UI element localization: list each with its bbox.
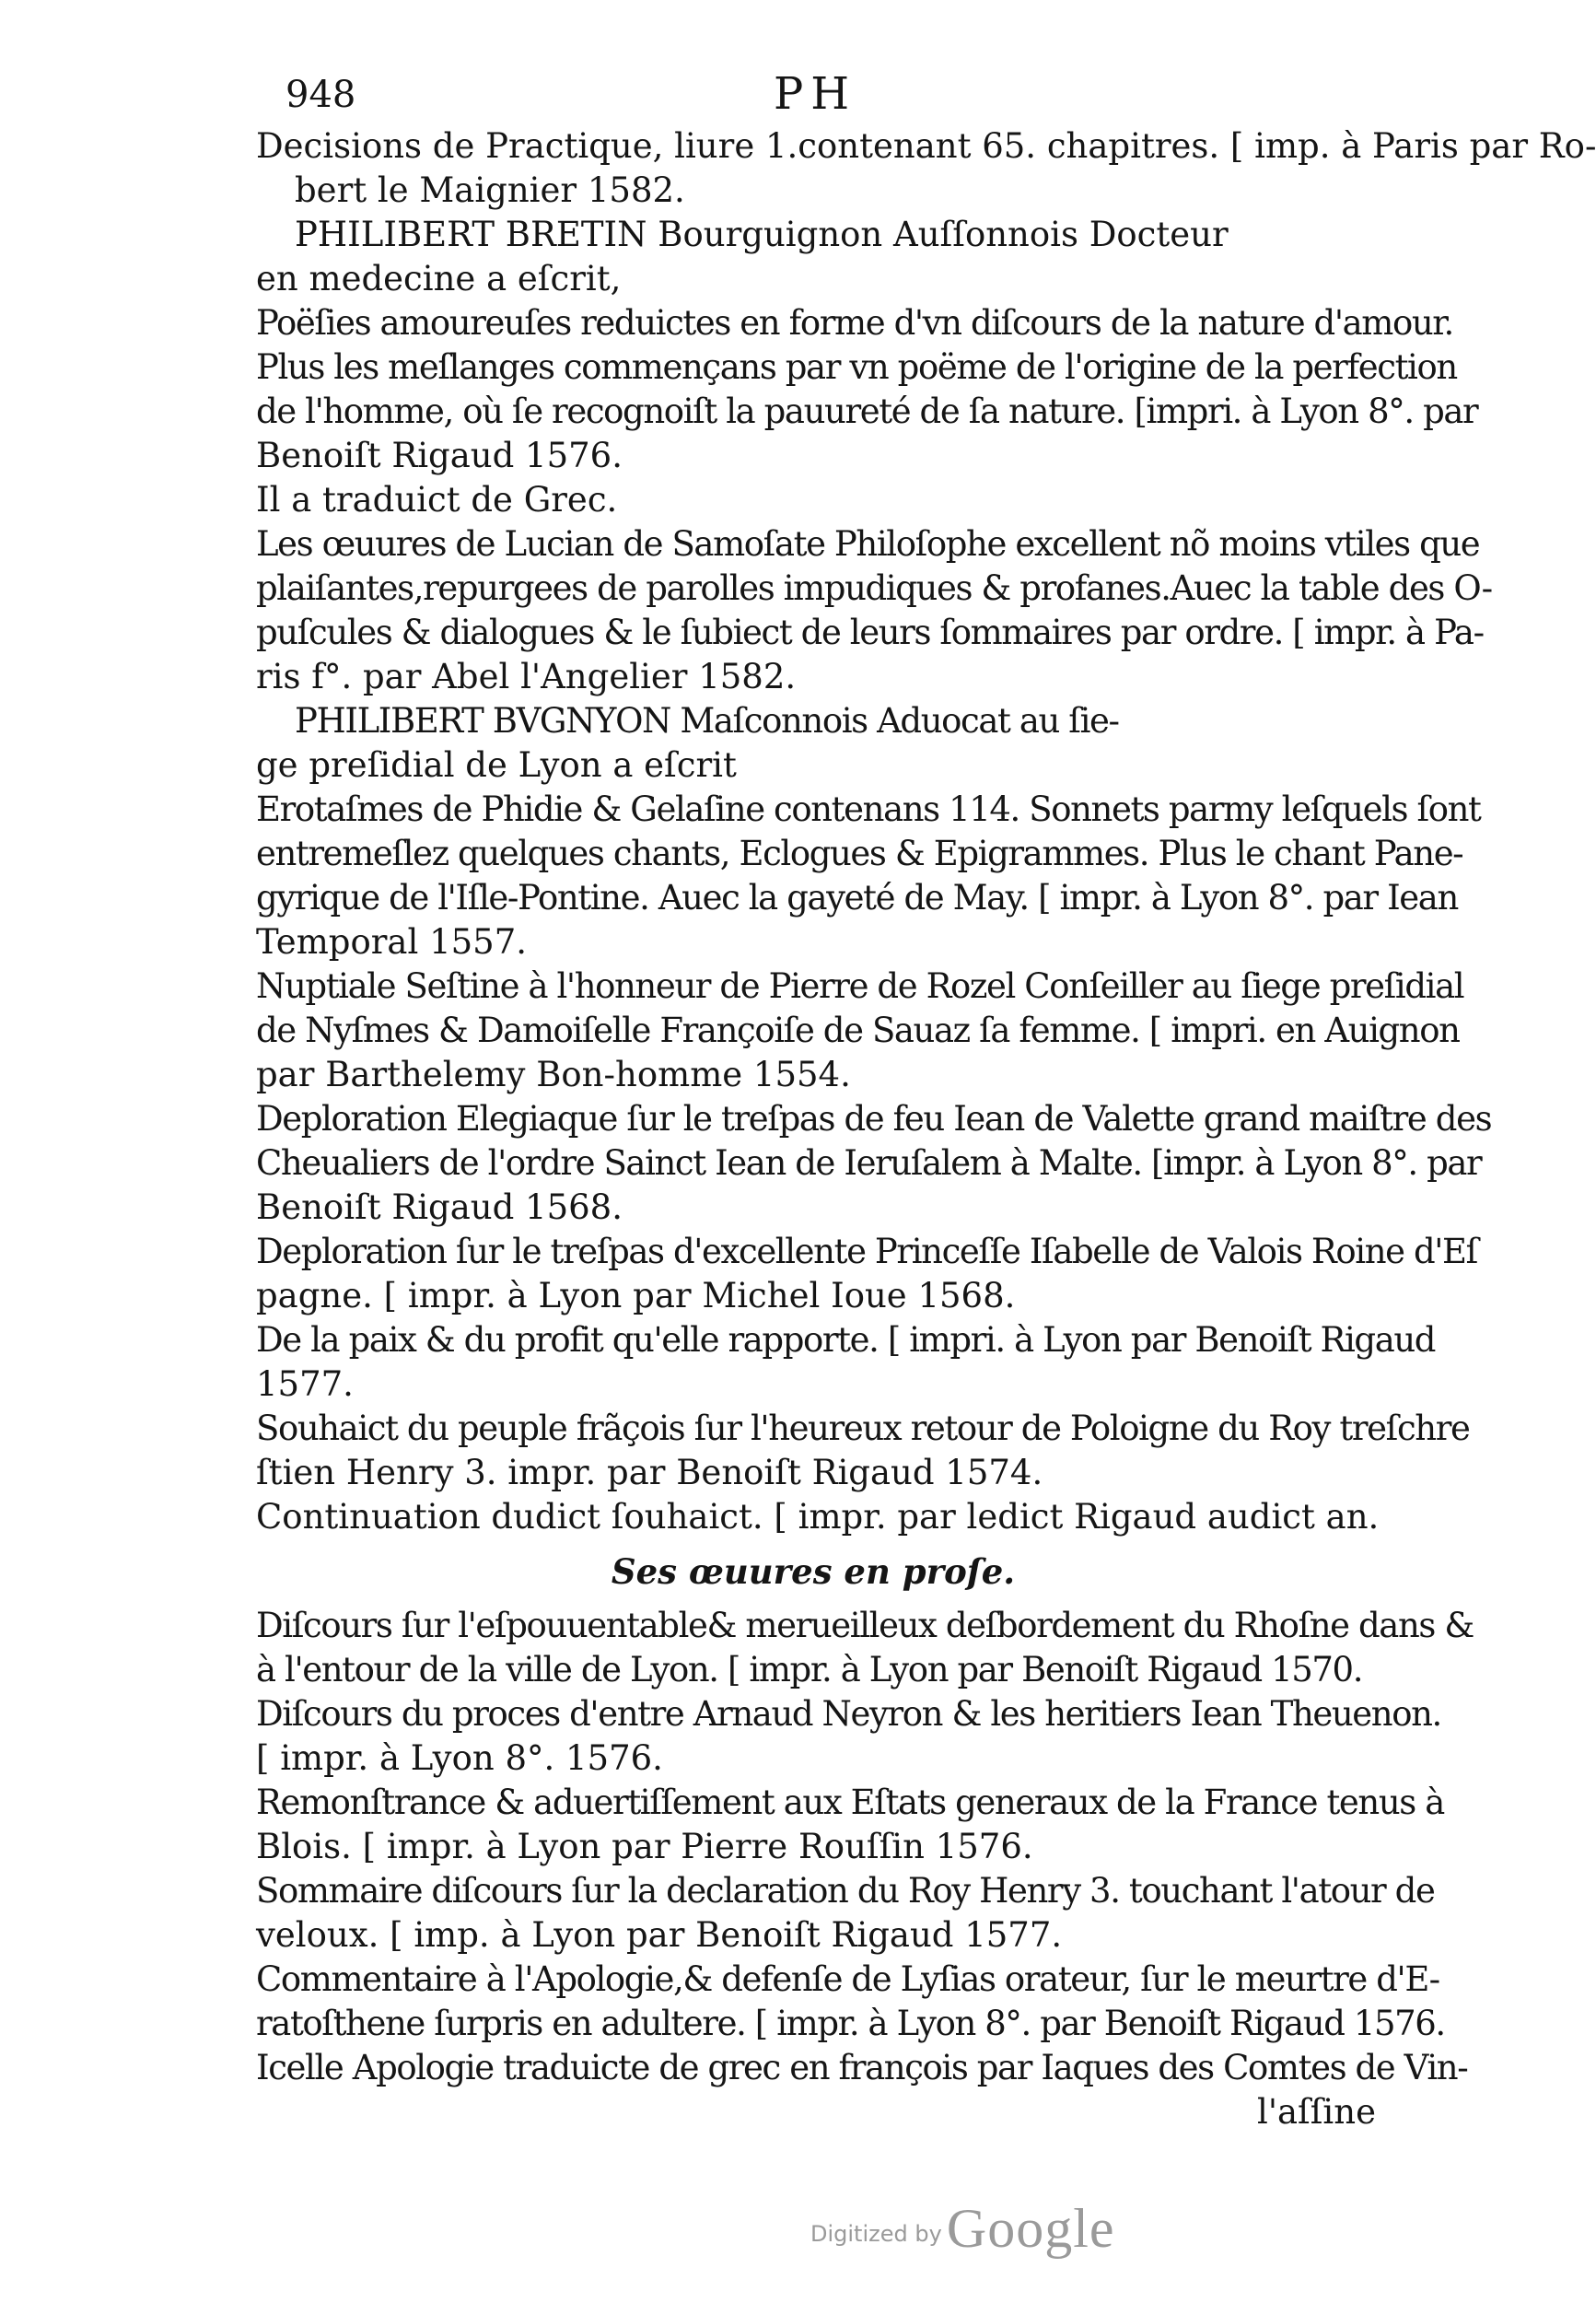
google-logo: Google	[946, 2198, 1115, 2259]
text-line: Remonſtrance & aduertiſſement aux Eſtats generaux de la France tenus à	[256, 1783, 1444, 1822]
text-line: Nuptiale Seſtine à l'honneur de Pierre de Rozel Conſeiller au ſiege preſidial	[256, 966, 1464, 1006]
text-line: ris f°. par Abel l'Angelier 1582.	[256, 657, 797, 696]
text-line: Icelle Apologie traduicte de grec en françois par Iaques des Comtes de Vin-	[256, 2048, 1468, 2087]
page-body	[256, 124, 1596, 2134]
text-line: Erotaſmes de Phidie & Gelaſine contenans 114. Sonnets parmy leſquels ſont	[256, 789, 1481, 829]
text-line: De la paix & du profit qu'elle rapporte. [ impri. à Lyon par Benoiſt Rigaud	[256, 1320, 1436, 1360]
text-line: ratoſthene ſurpris en adultere. [ impr. à Lyon 8°. par Benoiſt Rigaud 1576.	[256, 2004, 1445, 2043]
text-line: Commentaire à l'Apologie,& defenſe de Lyſias orateur, ſur le meurtre d'E-	[256, 1959, 1439, 1999]
text-line: puſcules & dialogues & le ſubiect de leurs ſommaires par ordre. [ impr. à Pa-	[256, 613, 1484, 652]
text-line: de l'homme, où ſe recognoiſt la pauureté de ſa nature. [impri. à Lyon 8°. par	[256, 392, 1478, 431]
text-line: ſtien Henry 3. impr. par Benoiſt Rigaud 1574.	[256, 1453, 1043, 1492]
author-heading: PHILIBERT BRETIN Bourguignon Auſſonnois Docteur	[295, 215, 1229, 254]
text-line: gyrique de l'Iſle-Pontine. Auec la gayeté de May. [ impr. à Lyon 8°. par Iean	[256, 878, 1458, 918]
text-line: Diſcours ſur l'eſpouuentable& merueilleux deſbordement du Rhoſne dans &	[256, 1606, 1474, 1645]
digitized-by-label: Digitized by	[810, 2221, 942, 2247]
text-line: bert le Maignier 1582.	[295, 170, 685, 210]
catchword: l'aſſine	[1256, 2092, 1376, 2132]
text-line: veloux. [ imp. à Lyon par Benoiſt Rigaud 1577.	[256, 1915, 1063, 1955]
text-line: Deploration ſur le treſpas d'excellente Princeſſe Iſabelle de Valois Roine d'Eſ	[256, 1232, 1477, 1271]
text-line: 1577.	[256, 1364, 354, 1404]
text-line: pagne. [ impr. à Lyon par Michel Ioue 1568.	[256, 1276, 1016, 1315]
text-line: Les œuures de Lucian de Samoſate Philoſophe excellent nõ moins vtiles que	[256, 524, 1480, 564]
text-line: Deploration Elegiaque ſur le treſpas de feu Iean de Valette grand maiſtre des	[256, 1099, 1492, 1139]
text-line: ge preſidial de Lyon a eſcrit	[256, 745, 737, 785]
text-line: Benoiſt Rigaud 1576.	[256, 436, 623, 475]
digitized-watermark	[810, 2197, 1115, 2261]
section-heading: Ses œuures en proſe.	[611, 1551, 1016, 1592]
text-line: Il a traduict de Grec.	[256, 480, 618, 520]
text-line: Plus les meſlanges commençans par vn poëme de l'origine de la perfection	[256, 347, 1457, 387]
page-number: 948	[285, 74, 356, 116]
text-line: Poëſies amoureuſes reduictes en forme d'vn diſcours de la nature d'amour.	[256, 303, 1453, 343]
text-line: entremeſlez quelques chants, Eclogues & Epigrammes. Plus le chant Pane-	[256, 834, 1463, 873]
text-line: Sommaire diſcours ſur la declaration du Roy Henry 3. touchant l'atour de	[256, 1871, 1435, 1911]
text-line: plaiſantes,repurgees de parolles impudiques & profanes.Auec la table des O-	[256, 568, 1492, 608]
text-line: Continuation dudict ſouhaict. [ impr. par ledict Rigaud audict an.	[256, 1497, 1380, 1537]
text-line: en medecine a eſcrit,	[256, 259, 622, 298]
text-line: Blois. [ impr. à Lyon par Pierre Rouſſin 1576.	[256, 1827, 1033, 1866]
text-line: à l'entour de la ville de Lyon. [ impr. à Lyon par Benoiſt Rigaud 1570.	[256, 1650, 1363, 1689]
text-line: de Nyſmes & Damoiſelle Françoiſe de Sauaz ſa femme. [ impri. en Auignon	[256, 1011, 1460, 1050]
running-head: PH	[774, 68, 857, 120]
page-header	[0, 68, 1418, 129]
author-heading: PHILIBERT BVGNYON Maſconnois Aduocat au ſie-	[295, 701, 1119, 741]
text-line: [ impr. à Lyon 8°. 1576.	[256, 1738, 663, 1778]
text-line: Decisions de Practique, liure 1.contenant 65. chapitres. [ imp. à Paris par Ro-	[256, 126, 1596, 166]
text-line: Benoiſt Rigaud 1568.	[256, 1187, 623, 1227]
text-line: Cheualiers de l'ordre Sainct Iean de Ieruſalem à Malte. [impr. à Lyon 8°. par	[256, 1143, 1482, 1183]
text-line: Diſcours du proces d'entre Arnaud Neyron & les heritiers Iean Theuenon.	[256, 1694, 1441, 1734]
text-line: Temporal 1557.	[256, 922, 528, 962]
text-line: par Barthelemy Bon-homme 1554.	[256, 1055, 851, 1094]
text-line: Souhaict du peuple frãçois ſur l'heureux retour de Poloigne du Roy treſchre	[256, 1409, 1470, 1448]
